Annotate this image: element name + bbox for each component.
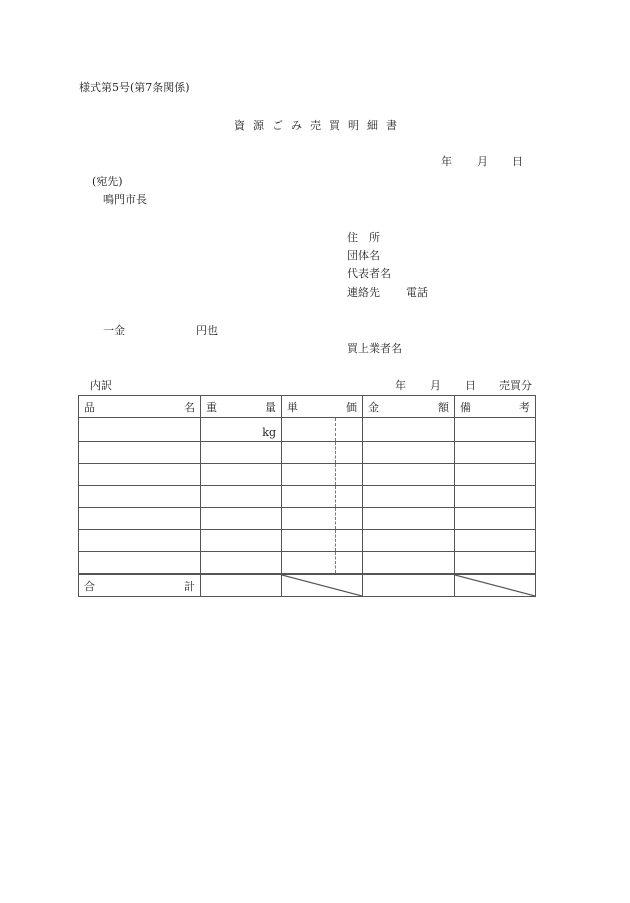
amount-prefix: 一金 [103,324,125,337]
weight-unit[interactable]: kg [201,418,282,442]
total-row [79,574,536,597]
decimal-divider [335,418,336,441]
table-header-row [79,396,536,418]
breakdown-table [78,395,536,597]
date-month: 月 [477,155,488,168]
representative-label: 代表者名 [347,267,391,280]
table-row [79,418,536,442]
header-weight: 重 量 [201,396,282,418]
form-number: 様式第5号(第7条関係) [79,81,190,94]
period-suffix: 売買分 [499,379,532,392]
header-unit-price: 単 価 [282,396,363,418]
group-name-label: 団体名 [347,249,380,262]
address-label: 住 所 [347,231,380,244]
unit-price-crossed [282,574,363,597]
addressee-label: (宛先) [92,175,123,188]
table-row [79,442,536,464]
document-title: 資 源 ご み 売 買 明 細 書 [234,119,397,132]
buyer-label: 買上業者名 [347,342,402,355]
table-row [79,464,536,486]
amount-suffix: 円也 [196,324,218,337]
date-day: 日 [512,155,523,168]
period-month: 月 [430,379,441,392]
table-row [79,508,536,530]
header-item-name: 品 名 [79,396,201,418]
table-row [79,486,536,508]
table-row [79,552,536,575]
period-day: 日 [465,379,476,392]
total-weight[interactable] [201,574,282,597]
remarks-crossed [455,574,536,597]
header-remarks: 備 考 [455,396,536,418]
table-row [79,530,536,552]
contact-label: 連絡先 [347,286,380,299]
total-amount[interactable] [363,574,455,597]
breakdown-label: 内訳 [90,379,112,392]
addressee-name: 鳴門市長 [103,193,147,206]
period-year: 年 [395,379,406,392]
phone-label: 電話 [406,286,428,299]
header-amount: 金 額 [363,396,455,418]
date-year: 年 [441,155,452,168]
total-label: 合 計 [79,574,201,597]
